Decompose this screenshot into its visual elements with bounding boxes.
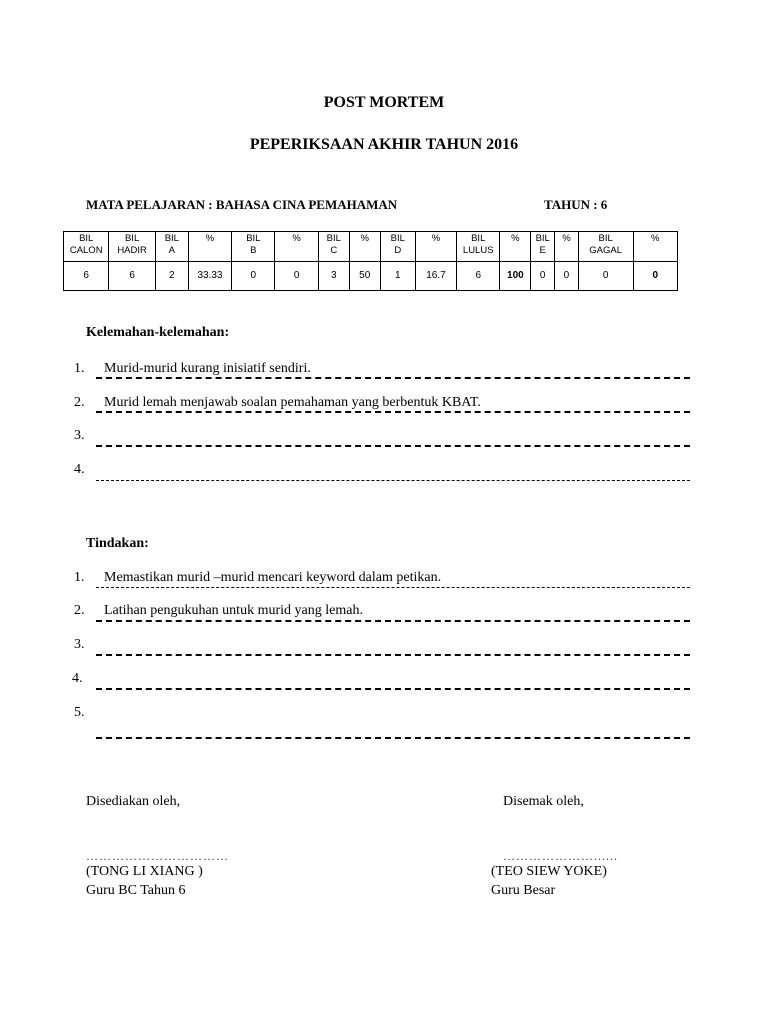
value-cell: 3 [318,262,349,291]
list-number: 5. [74,705,85,720]
header-cell: % [349,232,380,262]
signature-line: …………………………… [86,849,229,863]
list-number: 2. [74,603,85,618]
value-cell: 0 [555,262,579,291]
header-cell: % [275,232,318,262]
value-cell: 6 [109,262,155,291]
list-number: 4. [74,462,85,477]
table-values-row [64,262,678,291]
header-cell: BIL LULUS [457,232,500,262]
subject-line: MATA PELAJARAN : BAHASA CINA PEMAHAMAN [86,197,398,212]
list-number: 3. [74,637,85,652]
value-cell: 2 [155,262,188,291]
header-cell: % [188,232,231,262]
writing-line [96,688,690,690]
value-cell: 1 [380,262,415,291]
action-item-text: Latihan pengukuhan untuk murid yang lemah. [104,603,363,618]
writing-line [96,587,690,588]
writing-line [96,411,690,413]
weakness-item-text: Murid lemah menjawab soalan pemahaman yang berbentuk KBAT. [104,395,481,410]
value-cell: 6 [457,262,500,291]
checker-role: Guru Besar [491,883,556,898]
value-cell: 0 [578,262,633,291]
preparer-role: Guru BC Tahun 6 [86,883,186,898]
signature-line: …………………...... [503,849,618,863]
list-number: 2. [74,395,85,410]
document-title: POST MORTEM [323,94,445,111]
writing-line [96,445,690,447]
header-cell: BIL B [232,232,275,262]
writing-line [96,737,690,739]
value-cell: 100 [500,262,531,291]
value-cell: 50 [349,262,380,291]
writing-line [96,654,690,656]
list-number: 1. [74,361,85,376]
value-cell: 0 [633,262,678,291]
value-cell: 0 [531,262,555,291]
weakness-item-text: Murid-murid kurang inisiatif sendiri. [104,361,311,376]
header-cell: BIL A [155,232,188,262]
value-cell: 33.33 [188,262,231,291]
action-item-text: Memastikan murid –murid mencari keyword dalam petikan. [104,570,442,585]
document-subtitle: PEPERIKSAAN AKHIR TAHUN 2016 [249,136,519,153]
year-line: TAHUN : 6 [544,197,608,212]
value-cell: 0 [232,262,275,291]
checker-name: (TEO SIEW YOKE) [491,864,607,879]
checked-by-label: Disemak oleh, [503,794,584,809]
header-cell: % [415,232,456,262]
prepared-by-label: Disediakan oleh, [86,794,181,809]
results-table [63,231,678,291]
table-header-row [64,232,678,262]
value-cell: 0 [275,262,318,291]
header-cell: % [633,232,678,262]
header-cell: BIL HADIR [109,232,155,262]
action-heading: Tindakan: [86,536,149,551]
preparer-name: (TONG LI XIANG ) [86,864,203,879]
header-cell: BIL D [380,232,415,262]
list-number: 1. [74,570,85,585]
writing-line [96,480,690,481]
header-cell: % [500,232,531,262]
header-cell: BIL E [531,232,555,262]
value-cell: 6 [64,262,109,291]
list-number: 3. [74,428,85,443]
value-cell: 16.7 [415,262,456,291]
header-cell: BIL CALON [64,232,109,262]
header-cell: BIL C [318,232,349,262]
writing-line [96,620,690,622]
weakness-heading: Kelemahan-kelemahan: [86,325,230,340]
header-cell: % [555,232,579,262]
header-cell: BIL GAGAL [578,232,633,262]
list-number: 4. [72,671,83,686]
writing-line [96,377,690,379]
